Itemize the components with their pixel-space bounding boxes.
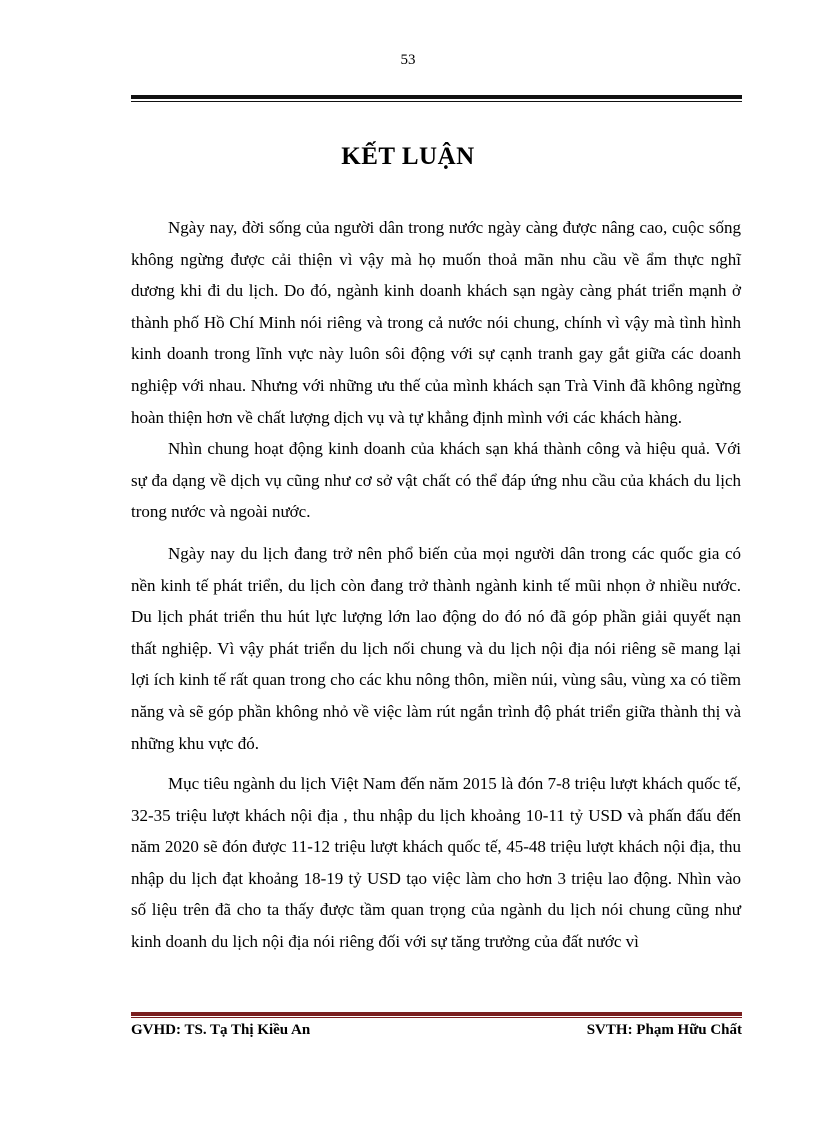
paragraph-2: Nhìn chung hoạt động kinh doanh của khách sạn khá thành công và hiệu quả. Với sự đa dạng về dịch vụ cũng như cơ sở vật chất có thể đáp ứng nhu cầu của khách du lịch trong nước và ngoài nước. <box>131 439 741 522</box>
footer-student: SVTH: Phạm Hữu Chất <box>586 1022 742 1038</box>
header-rule-thick <box>131 95 742 99</box>
paragraph-1: Ngày nay, đời sống của người dân trong nước ngày càng được nâng cao, cuộc sống không ngừng được cải thiện vì vậy mà họ muốn thoả mãn nhu cầu về ẩm thực nghĩ dương khi đi du lịch. Do đó, ngành kinh doanh khách sạn ngày càng phát triển mạnh ở thành phố Hồ Chí Minh nói riêng và trong cả nước nói chung, chính vì vậy mà tình hình kinh doanh trong lĩnh vực này luôn sôi động với sự cạnh tranh gay gắt giữa các doanh nghiệp với nhau. Nhưng với những ưu thế của mình khách sạn Trà Vinh đã không ngừng hoàn thiện hơn về chất lượng dịch vụ và tự khẳng định mình với các khách hàng. <box>131 218 741 427</box>
page-number: 53 <box>400 52 416 68</box>
paragraph-3: Ngày nay du lịch đang trở nên phổ biến của mọi người dân trong các quốc gia có nền kinh tế phát triển, du lịch còn đang trở thành ngành kinh tế mũi nhọn ở nhiều nước. Du lịch phát triển thu hút lực lượng lớn lao động do đó nó đã góp phần giải quyết nạn thất nghiệp. Vì vậy phát triển du lịch nối chung và du lịch nội địa nói riêng sẽ mang lại lợi ích kinh tế rất quan trong cho các khu nông thôn, miền núi, vùng sâu, vùng xa có tiềm năng và sẽ góp phần không nhỏ về việc làm rút ngắn trình độ phát triển giữa thành thị và những khu vực đó. <box>131 543 741 753</box>
footer-rule-thin <box>131 1017 742 1018</box>
footer-rule <box>131 1012 742 1018</box>
paragraph-4: Mục tiêu ngành du lịch Việt Nam đến năm 2015 là đón 7-8 triệu lượt khách quốc tế, 32-35 triệu lượt khách nội địa , thu nhập du lịch khoảng 10-11 tỷ USD và phấn đấu đến năm 2020 sẽ đón được 11-12 triệu lượt khách quốc tế, 45-48 triệu lượt khách nội địa, thu nhập du lịch đạt khoảng 18-19 tỷ USD tạo việc làm cho hơn 3 triệu lao động. Nhìn vào số liệu trên đã cho ta thấy được tầm quan trọng của ngành du lịch nói chung cũng như kinh doanh du lịch nội địa nói riêng đối với sự tăng trưởng của đất nước vì <box>131 774 741 952</box>
header-rule <box>131 95 742 103</box>
body-text <box>131 212 741 958</box>
header-rule-thin <box>131 101 742 102</box>
page-title: KẾT LUẬN <box>341 143 475 170</box>
page-footer <box>131 1022 742 1046</box>
footer-advisor: GVHD: TS. Tạ Thị Kiều An <box>131 1022 311 1038</box>
footer-rule-thick <box>131 1012 742 1016</box>
